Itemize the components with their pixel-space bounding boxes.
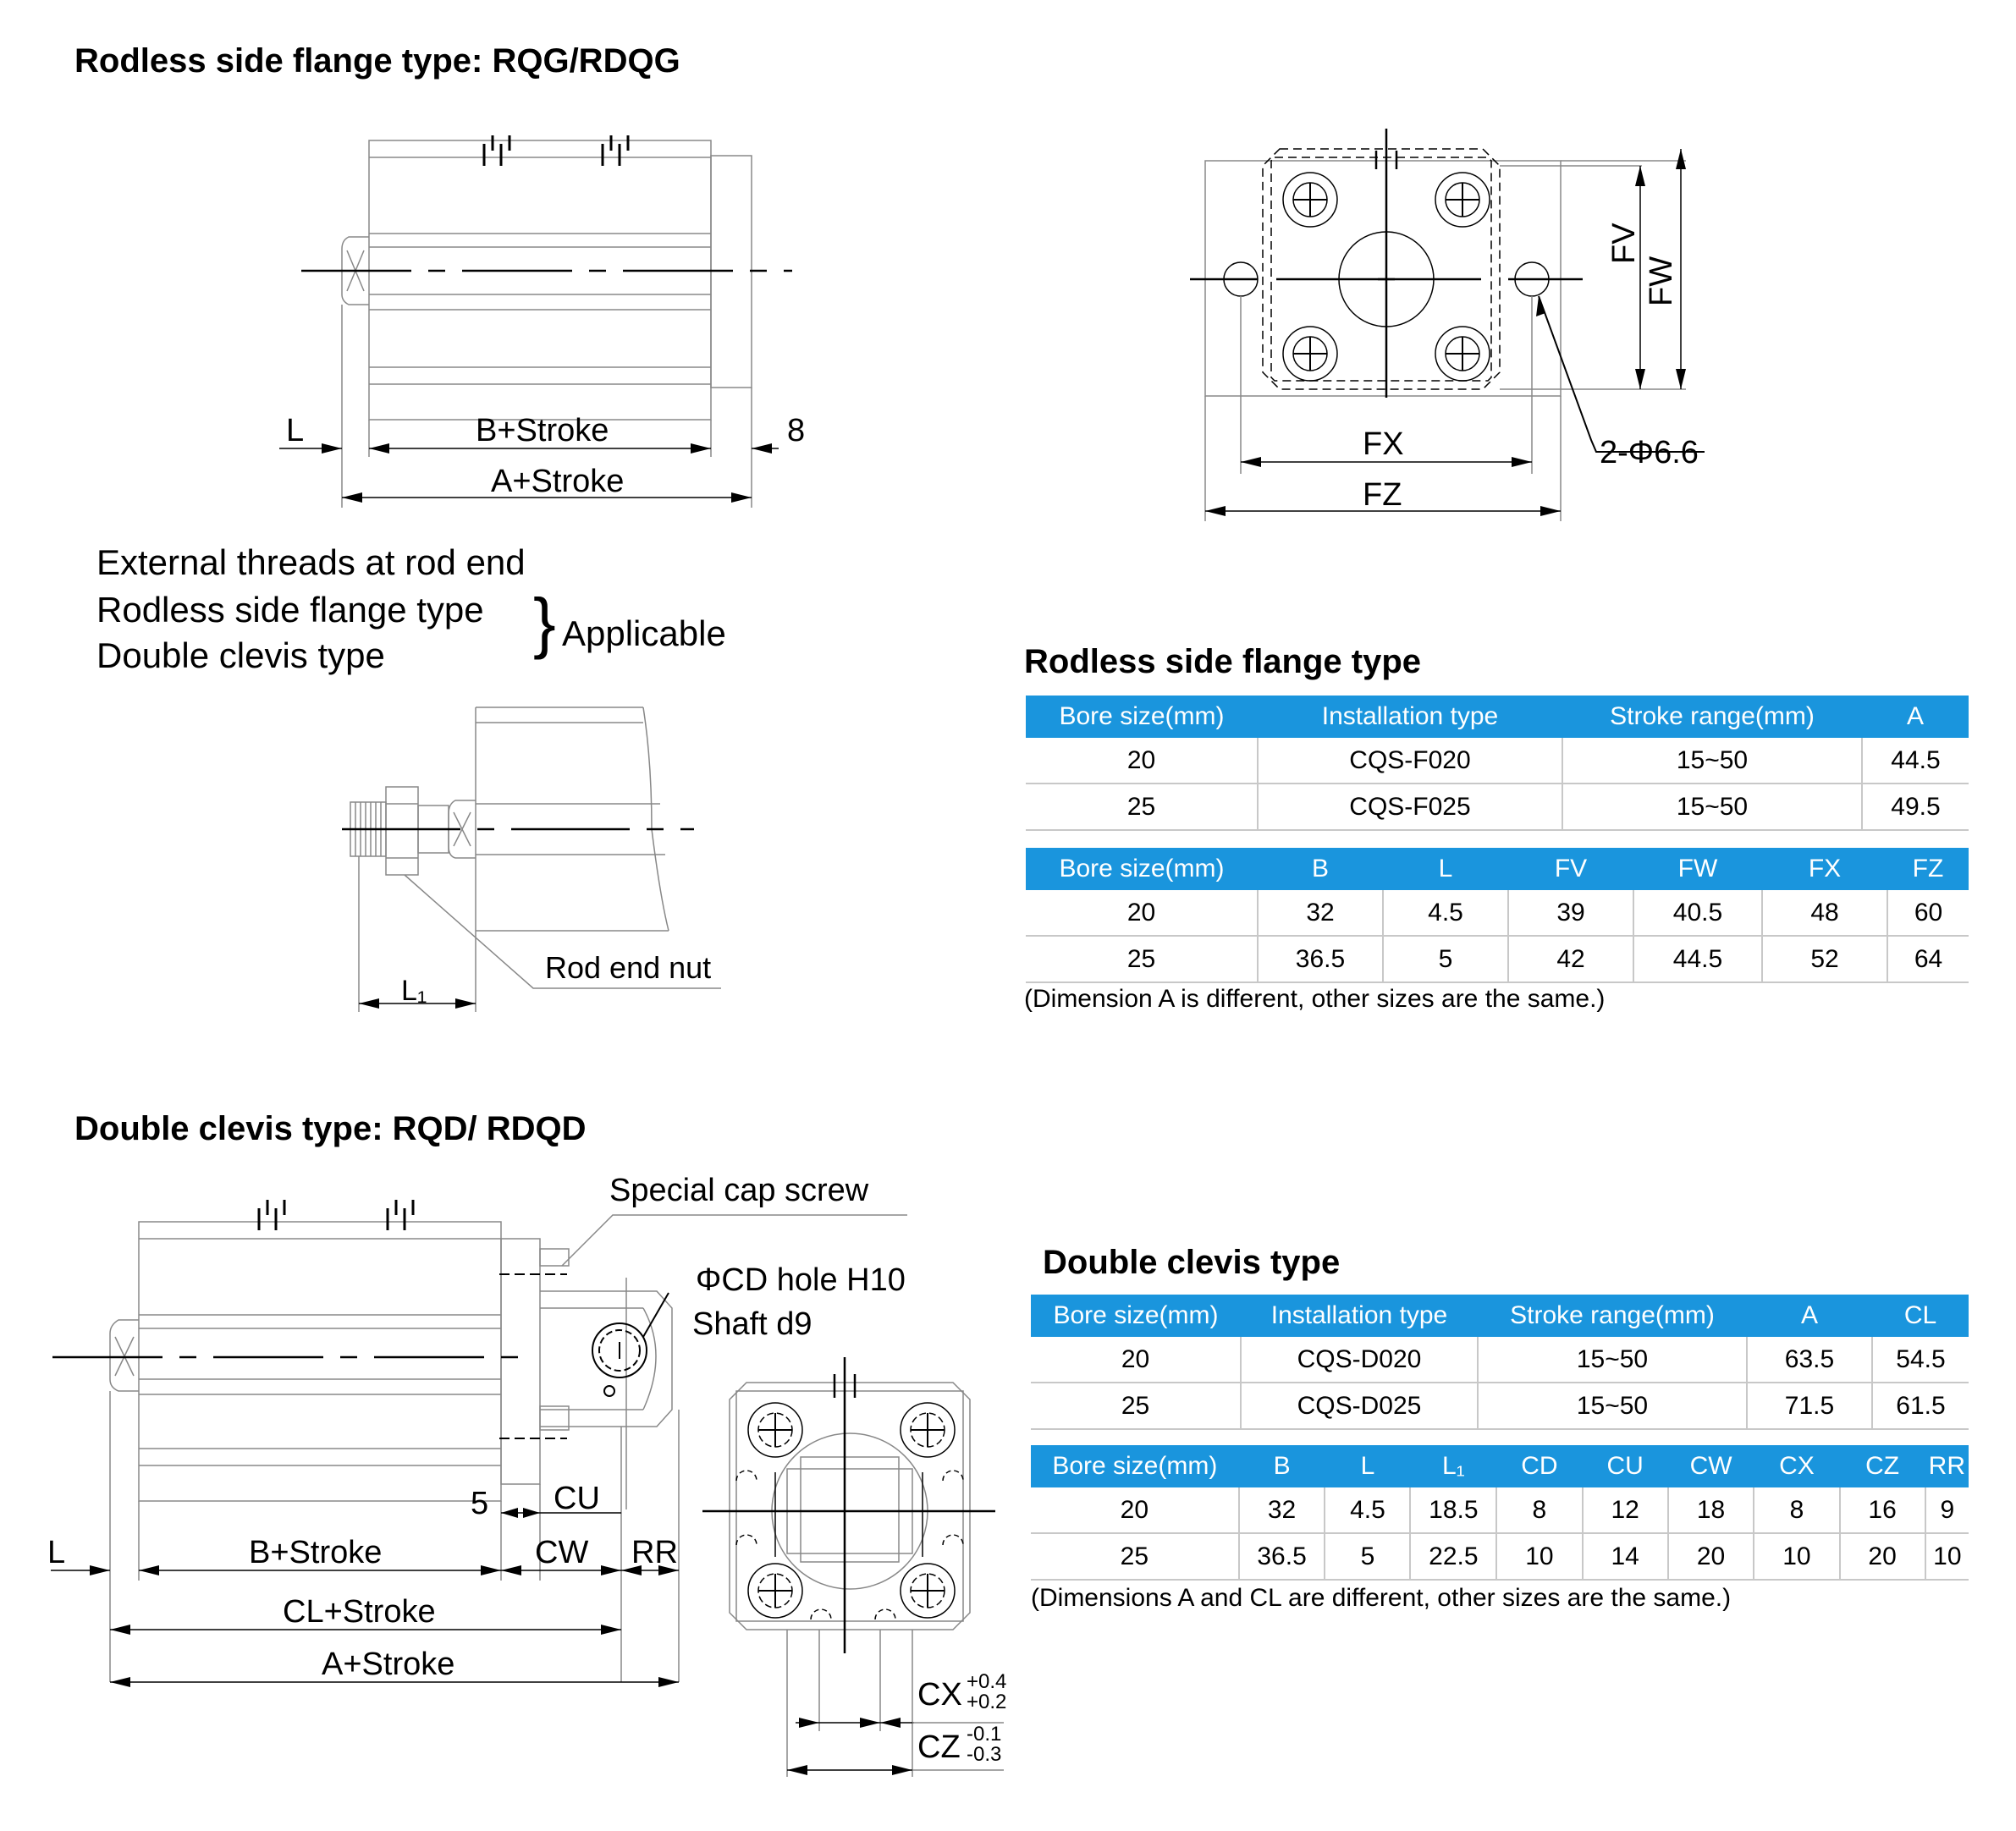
table-cell: 10 [1925, 1533, 1969, 1580]
table-cell: 25 [1031, 1383, 1241, 1429]
column-header: FZ [1887, 848, 1969, 890]
table-cell: 44.5 [1862, 738, 1969, 784]
rqd-dim-cl-stroke: CL+Stroke [283, 1594, 436, 1630]
applicability-applicable: Applicable [562, 613, 726, 653]
table-cell: 64 [1887, 936, 1969, 982]
column-header: CU [1583, 1445, 1668, 1487]
table-cell: 9 [1925, 1487, 1969, 1533]
column-header: B [1258, 848, 1383, 890]
column-header: Stroke range(mm) [1478, 1295, 1747, 1337]
clevis-dims-table [1031, 1445, 1969, 1581]
column-header: FW [1633, 848, 1762, 890]
table-cell: 36.5 [1258, 936, 1383, 982]
rqd-dim-cz: CZ [917, 1729, 961, 1765]
table-row [1031, 1337, 1969, 1383]
table-cell: 10 [1496, 1533, 1582, 1580]
clevis-install-table [1031, 1295, 1969, 1430]
column-header: L [1383, 848, 1508, 890]
table-cell: 44.5 [1633, 936, 1762, 982]
rqg-section-title: Rodless side flange type: RQG/RDQG [74, 42, 680, 80]
rqd-dim-b-stroke: B+Stroke [249, 1535, 383, 1570]
table-header-row [1031, 1445, 1969, 1487]
table-row [1031, 1533, 1969, 1580]
rqd-cap-screw-label: Special cap screw [609, 1173, 869, 1208]
rqg-hole-label: 2-Φ6.6 [1600, 435, 1699, 470]
rqd-dim-cw: CW [535, 1535, 589, 1570]
rqd-dim-5: 5 [471, 1486, 489, 1521]
table-cell: 5 [1383, 936, 1508, 982]
table-cell: 20 [1668, 1533, 1754, 1580]
table-cell: 4.5 [1325, 1487, 1410, 1533]
column-header: FX [1762, 848, 1887, 890]
rqd-cx-tol-lower: +0.2 [967, 1691, 1007, 1713]
column-header: A [1862, 696, 1969, 738]
applicability-line-clevis: Double clevis type [96, 635, 385, 675]
column-header: B [1239, 1445, 1325, 1487]
column-header: CZ [1840, 1445, 1925, 1487]
table-row [1026, 936, 1969, 982]
rod-end-nut-label: Rod end nut [545, 950, 712, 985]
column-header: Stroke range(mm) [1562, 696, 1862, 738]
column-header: Bore size(mm) [1031, 1295, 1241, 1337]
flange-table-note: (Dimension A is different, other sizes are the same.) [1024, 985, 1606, 1013]
table-cell: CQS-D025 [1241, 1383, 1478, 1429]
flange-install-table [1026, 696, 1969, 831]
rod-end-dim-l1: L₁ [401, 975, 427, 1007]
table-cell: 32 [1239, 1487, 1325, 1533]
table-cell: 18 [1668, 1487, 1754, 1533]
rqd-dim-rr: RR [631, 1535, 678, 1570]
applicability-line-flange: Rodless side flange type [96, 590, 484, 630]
rqg-dim-fv: FV [1606, 223, 1642, 264]
table-cell: 15~50 [1478, 1383, 1747, 1429]
table-header-row [1031, 1295, 1969, 1337]
table-cell: 39 [1508, 890, 1633, 936]
table-cell: 4.5 [1383, 890, 1508, 936]
table-cell: 18.5 [1410, 1487, 1496, 1533]
rqg-dim-8: 8 [787, 413, 806, 448]
rqd-cz-tol-lower: -0.3 [967, 1743, 1002, 1766]
table-row [1026, 784, 1969, 830]
rqd-dim-a-stroke: A+Stroke [322, 1647, 455, 1682]
column-header: RR [1925, 1445, 1969, 1487]
table-header-row [1026, 848, 1969, 890]
column-header: Bore size(mm) [1026, 696, 1258, 738]
rqd-dim-cu: CU [554, 1481, 600, 1516]
column-header: Installation type [1241, 1295, 1478, 1337]
column-header: Bore size(mm) [1031, 1445, 1239, 1487]
table-cell: 63.5 [1747, 1337, 1872, 1383]
column-header: L [1325, 1445, 1410, 1487]
rqg-dim-b-stroke: B+Stroke [476, 413, 609, 448]
table-cell: 20 [1026, 890, 1258, 936]
table-cell: 52 [1762, 936, 1887, 982]
column-header: Bore size(mm) [1026, 848, 1258, 890]
table-cell: 20 [1840, 1533, 1925, 1580]
table-cell: CQS-F020 [1258, 738, 1562, 784]
applicability-line-external-threads: External threads at rod end [96, 542, 526, 582]
table-cell: 5 [1325, 1533, 1410, 1580]
table-cell: 42 [1508, 936, 1633, 982]
rqd-cx-tol-upper: +0.4 [967, 1670, 1007, 1693]
table-cell: 20 [1031, 1487, 1239, 1533]
rqg-dim-l: L [286, 413, 305, 448]
table-header-row [1026, 696, 1969, 738]
flange-table-title: Rodless side flange type [1024, 643, 1422, 680]
table-cell: 71.5 [1747, 1383, 1872, 1429]
rqg-dim-fw: FW [1644, 256, 1679, 306]
column-header: CW [1668, 1445, 1754, 1487]
column-header: L₁ [1410, 1445, 1496, 1487]
clevis-table-note: (Dimensions A and CL are different, other sizes are the same.) [1031, 1584, 1732, 1612]
table-cell: 8 [1496, 1487, 1582, 1533]
clevis-table-title: Double clevis type [1043, 1244, 1341, 1281]
table-row [1026, 738, 1969, 784]
table-row [1026, 890, 1969, 936]
table-row [1031, 1383, 1969, 1429]
rqg-dim-fz: FZ [1363, 477, 1402, 513]
table-cell: 60 [1887, 890, 1969, 936]
rqg-dim-a-stroke: A+Stroke [491, 464, 625, 499]
rqd-shaft-label: Shaft d9 [692, 1306, 812, 1342]
rqd-section-title: Double clevis type: RQD/ RDQD [74, 1110, 587, 1147]
table-cell: CQS-D020 [1241, 1337, 1478, 1383]
flange-dims-table [1026, 848, 1969, 983]
column-header: A [1747, 1295, 1872, 1337]
table-cell: 25 [1026, 784, 1258, 830]
rqd-cd-hole-label: ΦCD hole H10 [696, 1262, 906, 1298]
table-cell: 48 [1762, 890, 1887, 936]
table-cell: 22.5 [1410, 1533, 1496, 1580]
table-cell: 16 [1840, 1487, 1925, 1533]
table-cell: 15~50 [1562, 738, 1862, 784]
rqd-cz-tol-upper: -0.1 [967, 1723, 1002, 1746]
table-cell: 15~50 [1562, 784, 1862, 830]
column-header: CD [1496, 1445, 1582, 1487]
rqg-dim-fx: FX [1363, 426, 1404, 462]
table-cell: 40.5 [1633, 890, 1762, 936]
table-cell: CQS-F025 [1258, 784, 1562, 830]
table-cell: 36.5 [1239, 1533, 1325, 1580]
table-cell: 61.5 [1872, 1383, 1969, 1429]
table-cell: 49.5 [1862, 784, 1969, 830]
table-cell: 54.5 [1872, 1337, 1969, 1383]
table-row [1031, 1487, 1969, 1533]
table-cell: 8 [1754, 1487, 1839, 1533]
column-header: CX [1754, 1445, 1839, 1487]
table-cell: 15~50 [1478, 1337, 1747, 1383]
applicability-brace: } [533, 585, 556, 660]
table-cell: 12 [1583, 1487, 1668, 1533]
table-cell: 25 [1026, 936, 1258, 982]
table-cell: 20 [1031, 1337, 1241, 1383]
table-cell: 20 [1026, 738, 1258, 784]
column-header: FV [1508, 848, 1633, 890]
table-cell: 32 [1258, 890, 1383, 936]
rqd-dim-l: L [47, 1535, 66, 1570]
column-header: Installation type [1258, 696, 1562, 738]
table-cell: 25 [1031, 1533, 1239, 1580]
table-cell: 14 [1583, 1533, 1668, 1580]
table-cell: 10 [1754, 1533, 1839, 1580]
column-header: CL [1872, 1295, 1969, 1337]
rqd-dim-cx: CX [917, 1677, 962, 1713]
